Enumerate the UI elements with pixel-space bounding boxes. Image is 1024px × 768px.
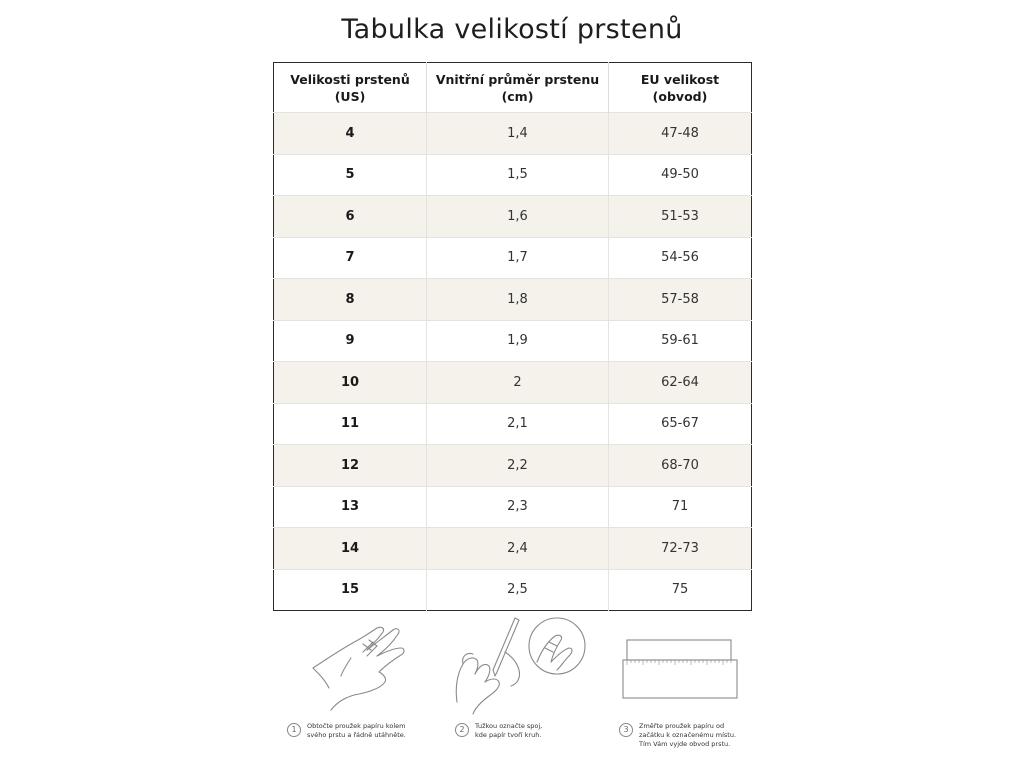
cell-eu: 54-56 xyxy=(609,237,752,279)
hand-mark-pencil-icon xyxy=(445,612,595,716)
ruler-measure-icon xyxy=(619,638,741,700)
cell-eu: 71 xyxy=(609,486,752,528)
cell-diameter: 2,3 xyxy=(427,486,609,528)
step-text: Obtočte proužek papíru kolem svého prstu a řádně utáhněte. xyxy=(307,722,406,739)
step-2 xyxy=(455,722,542,740)
header-inner-diameter: Vnitřní průměr prstenu (cm) xyxy=(427,63,609,113)
cell-diameter: 1,8 xyxy=(427,279,609,321)
cell-diameter: 2,5 xyxy=(427,569,609,611)
step-text: Tužkou označte spoj, kde papír tvoří kruh. xyxy=(475,722,543,739)
cell-eu: 62-64 xyxy=(609,362,752,404)
cell-us: 11 xyxy=(274,403,427,445)
step-1 xyxy=(287,722,406,740)
step-3 xyxy=(619,722,736,749)
cell-diameter: 2,4 xyxy=(427,528,609,570)
cell-diameter: 1,5 xyxy=(427,154,609,196)
cell-us: 13 xyxy=(274,486,427,528)
step-text: Změřte proužek papíru od začátku k označenému místu. Tím Vám vyjde obvod prstu. xyxy=(639,722,737,748)
table-row xyxy=(274,445,752,487)
cell-eu: 47-48 xyxy=(609,113,752,155)
cell-eu: 75 xyxy=(609,569,752,611)
cell-us: 12 xyxy=(274,445,427,487)
cell-eu: 49-50 xyxy=(609,154,752,196)
step-number: 3 xyxy=(619,723,633,737)
cell-eu: 72-73 xyxy=(609,528,752,570)
cell-us: 14 xyxy=(274,528,427,570)
table-row xyxy=(274,528,752,570)
header-us-size: Velikosti prstenů (US) xyxy=(274,63,427,113)
table-row xyxy=(274,279,752,321)
table-row xyxy=(274,486,752,528)
table-row xyxy=(274,320,752,362)
cell-us: 4 xyxy=(274,113,427,155)
cell-us: 7 xyxy=(274,237,427,279)
page-title: Tabulka velikostí prstenů xyxy=(341,14,683,45)
cell-diameter: 1,9 xyxy=(427,320,609,362)
table-row xyxy=(274,237,752,279)
cell-diameter: 1,4 xyxy=(427,113,609,155)
cell-us: 10 xyxy=(274,362,427,404)
cell-us: 15 xyxy=(274,569,427,611)
cell-eu: 65-67 xyxy=(609,403,752,445)
cell-us: 8 xyxy=(274,279,427,321)
step-number: 2 xyxy=(455,723,469,737)
cell-diameter: 1,6 xyxy=(427,196,609,238)
step-number: 1 xyxy=(287,723,301,737)
cell-us: 9 xyxy=(274,320,427,362)
table-row xyxy=(274,113,752,155)
cell-diameter: 1,7 xyxy=(427,237,609,279)
cell-us: 6 xyxy=(274,196,427,238)
measuring-instructions xyxy=(273,612,751,762)
cell-us: 5 xyxy=(274,154,427,196)
table-row xyxy=(274,154,752,196)
table-row xyxy=(274,569,752,611)
cell-eu: 59-61 xyxy=(609,320,752,362)
cell-diameter: 2,1 xyxy=(427,403,609,445)
hand-wrap-icon xyxy=(303,618,413,716)
cell-eu: 51-53 xyxy=(609,196,752,238)
cell-diameter: 2 xyxy=(427,362,609,404)
cell-diameter: 2,2 xyxy=(427,445,609,487)
table-row xyxy=(274,403,752,445)
cell-eu: 57-58 xyxy=(609,279,752,321)
ring-size-table xyxy=(273,62,752,611)
table-header-row xyxy=(274,63,752,113)
table-row xyxy=(274,196,752,238)
cell-eu: 68-70 xyxy=(609,445,752,487)
header-eu-size: EU velikost (obvod) xyxy=(609,63,752,113)
table-row xyxy=(274,362,752,404)
